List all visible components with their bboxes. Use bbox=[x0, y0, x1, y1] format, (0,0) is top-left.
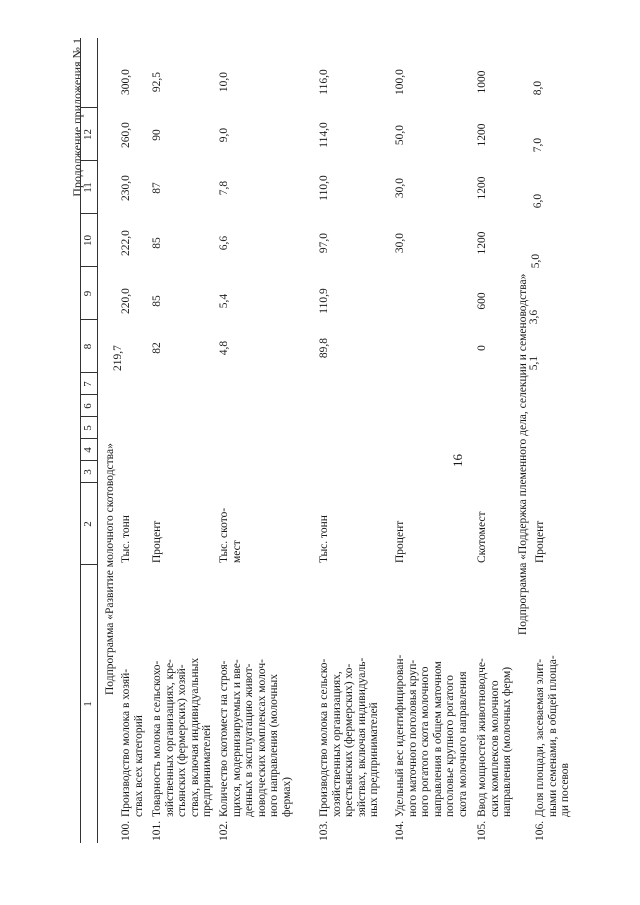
value-2021: 5,0 bbox=[530, 253, 542, 269]
row-name: Доля площади, засеваемая элит- ными семенами, в общей площа- ди посевов bbox=[534, 655, 571, 817]
value-2020: 600 bbox=[476, 292, 488, 310]
value-2022: 110,0 bbox=[318, 175, 330, 201]
value-2021: 6,6 bbox=[218, 235, 230, 251]
header-col-12: 12 bbox=[82, 129, 94, 140]
value-2023: 90 bbox=[151, 129, 163, 141]
row-unit: Процент bbox=[151, 520, 163, 563]
row-unit: Скотомест bbox=[476, 511, 488, 563]
value-2024: 300,0 bbox=[120, 69, 132, 95]
value-2022: 1200 bbox=[476, 176, 488, 200]
header-col-11: 11 bbox=[82, 182, 94, 193]
value-2021: 1200 bbox=[476, 231, 488, 255]
row-number: 103. bbox=[318, 820, 330, 841]
value-2024: 100,0 bbox=[394, 69, 406, 95]
value-2024: 116,0 bbox=[318, 69, 330, 95]
row-name: Удельный вес идентифицирован- ного маточного поголовья круп- ного рогатого скота молочного направления в общем маточном поголовье крупного рогатого скота молочного направления bbox=[394, 654, 469, 817]
row-number: 106. bbox=[534, 820, 546, 841]
value-2019: 82 bbox=[151, 342, 163, 354]
value-2021: 85 bbox=[151, 237, 163, 249]
value-2020: 3,6 bbox=[528, 309, 540, 325]
row-number: 101. bbox=[151, 820, 163, 841]
value-2020: 85 bbox=[151, 295, 163, 307]
value-2019: 219,7 bbox=[112, 345, 124, 371]
section-heading-dairy: Подпрограмма «Развитие молочного скотоводства» bbox=[104, 443, 116, 695]
row-name: Товарность молока в сельскохо- зяйственных организациях, кре- стьянских (фермерских) хозяй- ствах, включая индивидуальных предпринимателей bbox=[151, 657, 213, 817]
row-name: Количество скотомест на строя- щихся, модернизируемых и вве- денных в эксплуатацию живот- новодческих комплексах молоч- ного направления (молочных фермах) bbox=[218, 659, 293, 817]
value-2023: 50,0 bbox=[394, 124, 406, 146]
header-col-1: 1 bbox=[82, 701, 94, 707]
value-2022: 30,0 bbox=[394, 177, 406, 199]
header-col-3: 3 bbox=[82, 469, 94, 475]
row-number: 105. bbox=[476, 820, 488, 841]
value-2020: 5,4 bbox=[218, 293, 230, 309]
header-col-5: 5 bbox=[82, 425, 94, 431]
header-col-6: 6 bbox=[82, 403, 94, 409]
value-2020: 110,9 bbox=[318, 288, 330, 314]
row-unit: Тыс. ското- мест bbox=[218, 507, 243, 563]
header-col-8: 8 bbox=[82, 343, 94, 350]
header-col-7: 7 bbox=[82, 381, 94, 387]
table-header-border bbox=[97, 38, 98, 843]
value-2020: 220,0 bbox=[120, 288, 132, 314]
value-2021: 222,0 bbox=[120, 230, 132, 256]
value-2024: 10,0 bbox=[218, 71, 230, 93]
value-2022: 6,0 bbox=[532, 193, 544, 209]
row-number: 100. bbox=[120, 820, 132, 841]
row-unit: Тыс. тонн bbox=[318, 515, 330, 563]
value-2023: 260,0 bbox=[120, 122, 132, 148]
appendix-continuation-label: Продолжение приложения № 1 bbox=[70, 38, 84, 197]
header-col-10: 10 bbox=[82, 235, 94, 246]
page-number: 16 bbox=[450, 454, 465, 467]
table-top-border bbox=[80, 38, 81, 843]
header-col-4: 4 bbox=[82, 447, 94, 453]
row-name: Производство молока в сельско- хозяйственных организациях, крестьянских (фермерских) хо- зяйствах, включая индивидуаль- ных предпринимателей bbox=[318, 657, 380, 817]
value-2023: 7,0 bbox=[532, 137, 544, 153]
value-2022: 230,0 bbox=[120, 175, 132, 201]
header-col-2: 2 bbox=[82, 521, 94, 527]
value-2019: 0 bbox=[476, 345, 488, 351]
section-heading-breeding: Подпрограмма «Поддержка племенного дела, селекции и семеноводства» bbox=[517, 273, 529, 635]
value-2019: 4,8 bbox=[218, 340, 230, 356]
value-2024: 8,0 bbox=[532, 80, 544, 96]
value-2019: 5,1 bbox=[528, 355, 540, 371]
value-2022: 7,8 bbox=[218, 180, 230, 196]
value-2024: 92,5 bbox=[151, 71, 163, 93]
value-2022: 87 bbox=[151, 182, 163, 194]
row-unit: Процент bbox=[394, 520, 406, 563]
value-2021: 30,0 bbox=[394, 232, 406, 254]
row-unit: Процент bbox=[534, 520, 546, 563]
header-col-9: 9 bbox=[82, 290, 94, 297]
value-2023: 9,0 bbox=[218, 127, 230, 143]
row-unit: Тыс. тонн bbox=[120, 515, 132, 563]
row-name: Ввод мощностей животноводче- ских комплексов молочного направления (молочных ферм) bbox=[476, 658, 513, 817]
row-number: 102. bbox=[218, 820, 230, 841]
value-2023: 1200 bbox=[476, 123, 488, 147]
row-name: Производство молока в хозяй- ствах всех категорий bbox=[120, 668, 145, 817]
value-2023: 114,0 bbox=[318, 122, 330, 148]
row-number: 104. bbox=[394, 820, 406, 841]
value-2024: 1000 bbox=[476, 70, 488, 94]
value-2019: 89,8 bbox=[318, 337, 330, 359]
value-2021: 97,0 bbox=[318, 232, 330, 254]
